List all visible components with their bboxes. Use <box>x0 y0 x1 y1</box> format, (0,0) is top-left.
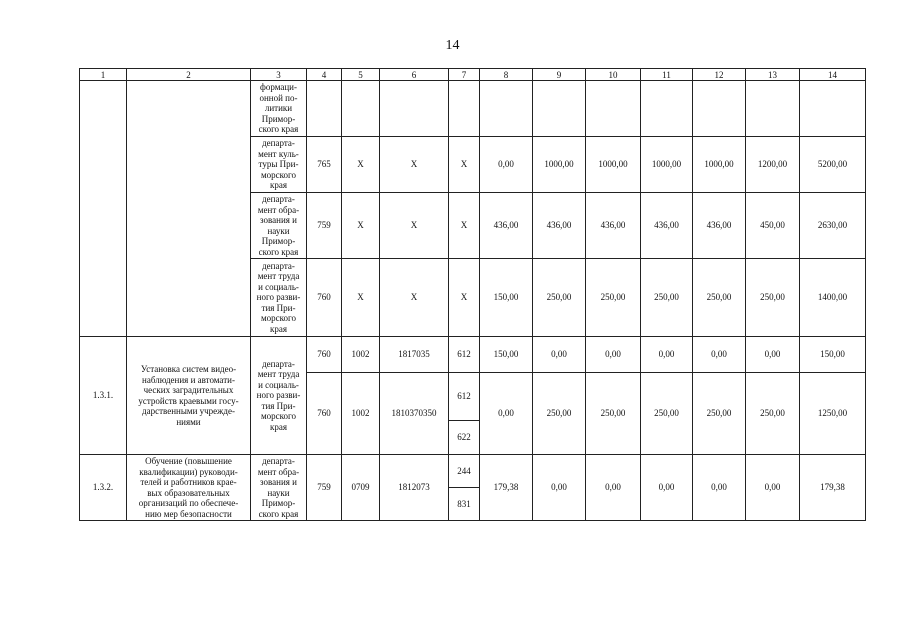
target-article: X <box>380 193 449 259</box>
amount-cell: 250,00 <box>641 259 693 337</box>
expense-type: 244 <box>449 455 480 488</box>
expense-type: 612 <box>449 373 480 421</box>
expense-type: 831 <box>449 488 480 521</box>
amount-cell: 250,00 <box>746 373 800 455</box>
total-cell: 150,00 <box>800 337 866 373</box>
responsible-dept: департа- мент труда и социаль- ного разви- тия При- морского края <box>251 337 307 455</box>
header-cell: 3 <box>251 69 307 81</box>
amount-cell: 250,00 <box>533 259 586 337</box>
header-cell: 4 <box>307 69 342 81</box>
amount-cell: 250,00 <box>693 259 746 337</box>
cell <box>533 81 586 137</box>
header-cell: 13 <box>746 69 800 81</box>
grbs-code: 760 <box>307 259 342 337</box>
amount-cell: 0,00 <box>480 373 533 455</box>
cell <box>641 81 693 137</box>
section-code: X <box>342 259 380 337</box>
section-code: X <box>342 137 380 193</box>
amount-cell: 250,00 <box>586 373 641 455</box>
amount-cell: 0,00 <box>533 337 586 373</box>
page-number: 14 <box>445 38 460 53</box>
amount-cell: 250,00 <box>586 259 641 337</box>
responsible-dept: департа- мент обра- зования и науки Примор- ского края <box>251 455 307 521</box>
amount-cell: 1000,00 <box>641 137 693 193</box>
amount-cell: 0,00 <box>746 337 800 373</box>
cell <box>746 81 800 137</box>
header-cell: 9 <box>533 69 586 81</box>
amount-cell: 0,00 <box>480 137 533 193</box>
total-cell: 1250,00 <box>800 373 866 455</box>
amount-cell: 436,00 <box>641 193 693 259</box>
item-description-cell <box>127 81 251 337</box>
cell <box>449 81 480 137</box>
target-article: X <box>380 137 449 193</box>
expense-type: 612 <box>449 337 480 373</box>
amount-cell: 0,00 <box>746 455 800 521</box>
table-row <box>80 81 866 137</box>
amount-cell: 450,00 <box>746 193 800 259</box>
header-cell: 2 <box>127 69 251 81</box>
expense-type: 622 <box>449 421 480 455</box>
amount-cell: 150,00 <box>480 337 533 373</box>
cell <box>380 81 449 137</box>
responsible-dept: департа- мент обра- зования и науки Примор- ского края <box>251 193 307 259</box>
target-article: 1817035 <box>380 337 449 373</box>
grbs-code: 760 <box>307 373 342 455</box>
section-code: X <box>342 193 380 259</box>
grbs-code: 759 <box>307 193 342 259</box>
expense-type: X <box>449 193 480 259</box>
grbs-code: 760 <box>307 337 342 373</box>
amount-cell: 436,00 <box>586 193 641 259</box>
header-cell: 8 <box>480 69 533 81</box>
item-number-cell <box>80 81 127 337</box>
header-cell: 12 <box>693 69 746 81</box>
header-cell: 11 <box>641 69 693 81</box>
amount-cell: 1200,00 <box>746 137 800 193</box>
header-row <box>80 69 866 81</box>
amount-cell: 0,00 <box>533 455 586 521</box>
amount-cell: 0,00 <box>693 455 746 521</box>
header-cell: 5 <box>342 69 380 81</box>
amount-cell: 436,00 <box>533 193 586 259</box>
amount-cell: 0,00 <box>586 337 641 373</box>
amount-cell: 0,00 <box>641 455 693 521</box>
cell <box>307 81 342 137</box>
amount-cell: 0,00 <box>641 337 693 373</box>
header-cell: 14 <box>800 69 866 81</box>
amount-cell: 436,00 <box>480 193 533 259</box>
amount-cell: 250,00 <box>746 259 800 337</box>
grbs-code: 765 <box>307 137 342 193</box>
budget-table <box>79 68 866 521</box>
amount-cell: 150,00 <box>480 259 533 337</box>
total-cell: 2630,00 <box>800 193 866 259</box>
item-number: 1.3.1. <box>80 337 127 455</box>
section-code: 1002 <box>342 373 380 455</box>
table-row <box>80 337 866 373</box>
amount-cell: 179,38 <box>480 455 533 521</box>
cell <box>342 81 380 137</box>
section-code: 1002 <box>342 337 380 373</box>
total-cell: 1400,00 <box>800 259 866 337</box>
grbs-code: 759 <box>307 455 342 521</box>
target-article: 1810370350 <box>380 373 449 455</box>
section-code: 0709 <box>342 455 380 521</box>
item-number: 1.3.2. <box>80 455 127 521</box>
total-cell: 179,38 <box>800 455 866 521</box>
amount-cell: 0,00 <box>693 337 746 373</box>
expense-type: X <box>449 137 480 193</box>
amount-cell: 0,00 <box>586 455 641 521</box>
responsible-dept: департа- мент куль- туры При- морского края <box>251 137 307 193</box>
expense-type: X <box>449 259 480 337</box>
target-article: X <box>380 259 449 337</box>
table-row <box>80 455 866 488</box>
responsible-dept: формаци- онной по- литики Примор- ского края <box>251 81 307 137</box>
cell <box>800 81 866 137</box>
amount-cell: 1000,00 <box>586 137 641 193</box>
cell <box>480 81 533 137</box>
cell <box>586 81 641 137</box>
cell <box>693 81 746 137</box>
header-cell: 7 <box>449 69 480 81</box>
item-description: Обучение (повышение квалификации) руководи- телей и работников крае- вых образовательных организаций по обеспече- нию мер безопасности <box>127 455 251 521</box>
target-article: 1812073 <box>380 455 449 521</box>
responsible-dept: департа- мент труда и социаль- ного разви- тия При- морского края <box>251 259 307 337</box>
header-cell: 1 <box>80 69 127 81</box>
amount-cell: 250,00 <box>533 373 586 455</box>
amount-cell: 1000,00 <box>693 137 746 193</box>
amount-cell: 250,00 <box>693 373 746 455</box>
header-cell: 10 <box>586 69 641 81</box>
amount-cell: 436,00 <box>693 193 746 259</box>
amount-cell: 250,00 <box>641 373 693 455</box>
header-cell: 6 <box>380 69 449 81</box>
item-description: Установка систем видео- наблюдения и автомати- ческих заградительных устройств краевыми госу- дарственными учрежде- ниями <box>127 337 251 455</box>
amount-cell: 1000,00 <box>533 137 586 193</box>
total-cell: 5200,00 <box>800 137 866 193</box>
